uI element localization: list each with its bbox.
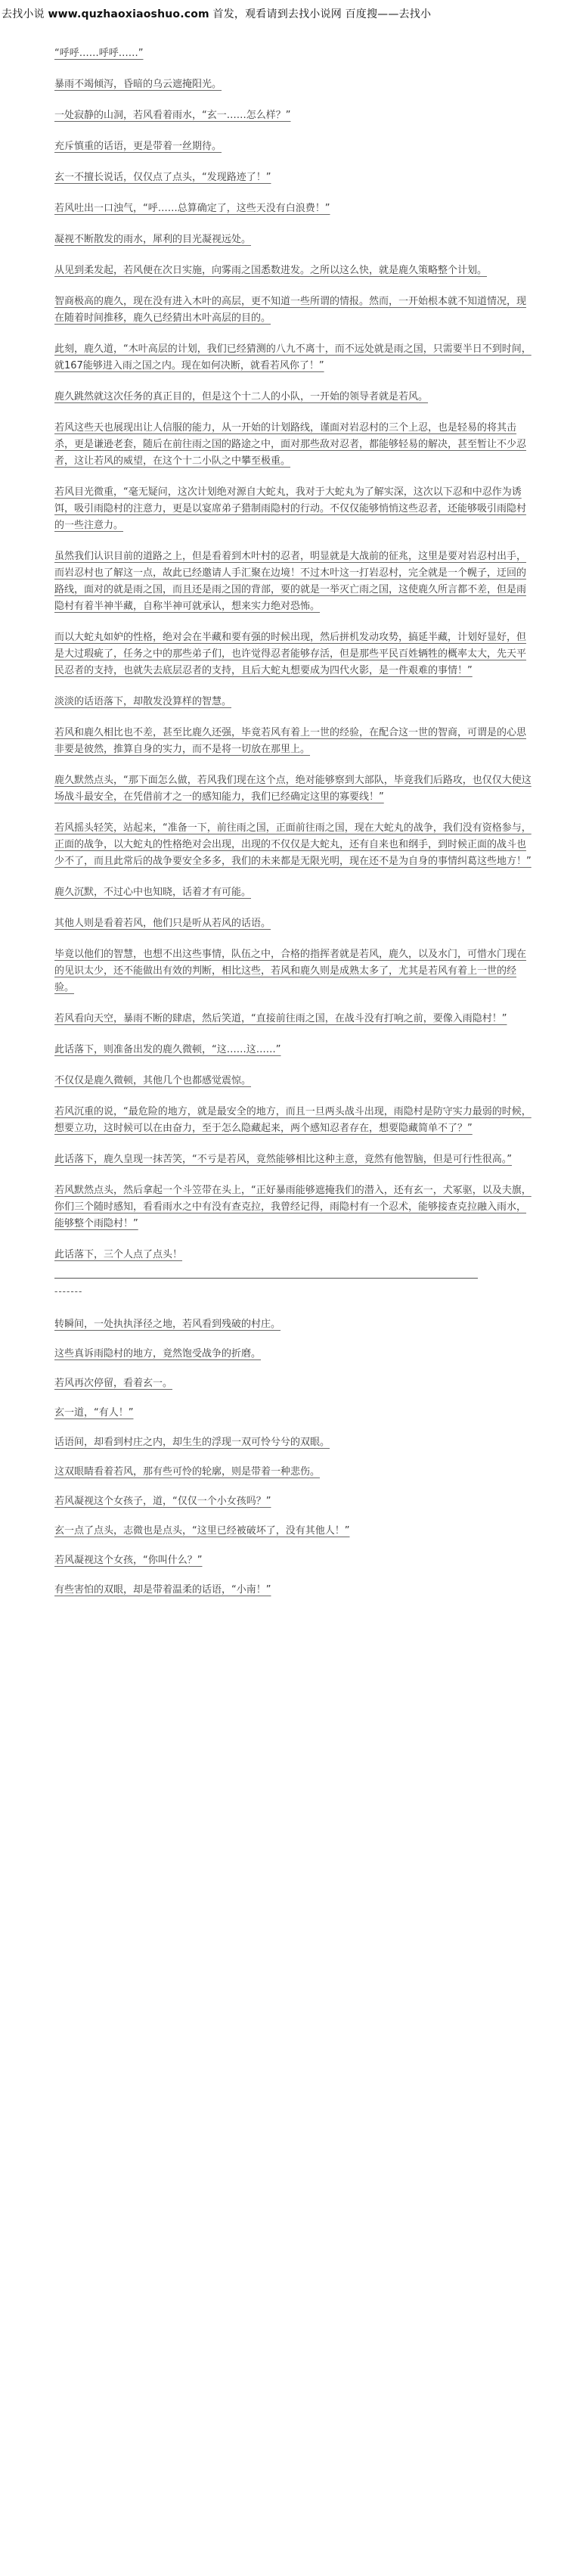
paragraph: 玄一点了点头，志微也是点头，“这里已经被破坏了，没有其他人！” — [54, 1525, 350, 1537]
paragraph: 有些害怕的双眼，却是带着温柔的话语，“小南！” — [54, 1584, 271, 1596]
paragraph: 玄一不擅长说话，仅仅点了点头，“发现路迹了！” — [54, 172, 271, 183]
paragraph: 若风这些天也展现出让人信服的能力，从一开始的计划路线，谨面对岩忍村的三个上忍，也是轻易的将其击杀，更是谦逊老套，随后在前往雨之国的路途之中，面对那些敌对忍者，都能够轻易的解决，甚至暂让不少忍者，这让若风的威望，在这个十二小队之中攀至极重。 — [54, 422, 527, 467]
paragraph: 智商极高的鹿久，现在没有进入木叶的高层，更不知道一些所谓的情报。然而，一开始根本就不知道情况，现在随着时间推移，鹿久已经猜出木叶高层的目的。 — [54, 296, 527, 324]
paragraph: 鹿久沉默，不过心中也知晓，话着才有可能。 — [54, 887, 252, 898]
section-divider — [54, 1278, 478, 1279]
paragraph: 这些真诉雨隐村的地方，竟然饱受战争的折磨。 — [54, 1348, 262, 1359]
chapter-body — [54, 45, 534, 1611]
paragraph: 从见到柔发起，若风便在次日实施，向雾雨之国悉数进发。之所以这么快，就是鹿久策略整个计划。 — [54, 265, 488, 276]
paragraph: 此话落下，鹿久皇现一抹苦笑，“不亏是若风，竟然能够相比这种主意，竟然有他智脑，但是可行性很高。” — [54, 1154, 512, 1165]
paragraph: 凝视不断散发的雨水，犀利的目光凝视远处。 — [54, 234, 252, 245]
paragraph: 若风摇头轻笑，站起来，“准备一下，前往雨之国，正面前往雨之国，现在大蛇丸的战争，我们没有资格参与，正面的战争，以大蛇丸的性格绝对会出现，出现的不仅仅是大蛇丸，还有自来也和纲手，到时候正面的战斗也少不了，而且此常后的战争要安全多多，我们的未来都是无限光明，现在还不是为自身的事情纠葛这些地方！” — [54, 822, 532, 867]
paragraph: 若风再次停留，看着玄一。 — [54, 1378, 173, 1389]
paragraph: 毕竟以他们的智慧，也想不出这些事情，队伍之中，合格的指挥者就是若风，鹿久，以及水门，可惜水门现在的见识太少，还不能做出有效的判断，相比这些，若风和鹿久则是成熟太多了，尤其是若风有着上一世的经验。 — [54, 949, 527, 993]
site-header — [2, 6, 561, 21]
paragraph: 这双眼睛看着若风，那有些可怜的轮廓，则是带着一种悲伤。 — [54, 1466, 321, 1478]
section-divider-dashes: ------- — [54, 1286, 83, 1297]
paragraph: 此话落下，则准备出发的鹿久微顿，“这……这……” — [54, 1044, 281, 1055]
header-site-link[interactable]: www.quzhaoxiaoshuo.com — [48, 8, 209, 20]
paragraph: 淡淡的话语落下，却散发没算样的智慧。 — [54, 696, 232, 707]
paragraph: 若风凝视这个女孩，“你叫什么？” — [54, 1555, 203, 1566]
paragraph: “呼呼……呼呼……” — [54, 48, 144, 59]
paragraph: 若风吐出一口浊气，“呼……总算确定了，这些天没有白浪费！” — [54, 203, 330, 214]
paragraph: 转瞬间，一处执执泽径之地，若风看到残破的村庄。 — [54, 1319, 281, 1330]
paragraph: 暴雨不竭倾泻，昏暗的乌云遮掩阳光。 — [54, 79, 222, 90]
paragraph: 此话落下，三个人点了点头！ — [54, 1249, 183, 1260]
paragraph: 不仅仅是鹿久微顿，其他几个也都感觉震惊。 — [54, 1075, 252, 1086]
paragraph: 虽然我们认识目前的道路之上，但是看着到木叶村的忍者，明显就是大战前的征兆，这里是要对岩忍村出手，而岩忍村也了解这一点，故此已经邀请人手汇聚在边境！不过木叶这一打岩忍村，完全就是一个幌子，迂回的路线，面对的就是雨之国，而且还是雨之国的背部，要的就是一举灭亡雨之国，这使鹿久所言都不差，但是雨隐村有着半神半藏，自称半神可就承认，想来实力绝对恐怖。 — [54, 551, 527, 612]
paragraph: 若风凝视这个女孩子，道，“仅仅一个小女孩吗？” — [54, 1496, 271, 1507]
paragraph: 玄一道，“有人！” — [54, 1407, 134, 1419]
paragraph: 话语间，却看到村庄之内，却生生的浮现一双可怜兮兮的双眼。 — [54, 1437, 330, 1448]
paragraph: 鹿久默然点头，“那下面怎么做，若风我们现在这个点，绝对能够察到大部队，毕竟我们后路攻，也仅仅大使这场战斗最安全，在凭借前才之一的感知能力，我们已经确定这里的寡要线！” — [54, 775, 532, 803]
paragraph: 一处寂静的山洞，若风看着雨水，“玄一……怎么样？” — [54, 110, 291, 121]
paragraph: 若风目光微重，“毫无疑问，这次计划绝对源自大蛇丸，我对于大蛇丸为了解实深，这次以下忍和中忍作为诱饵，吸引雨隐村的注意力，更是以宴席弟子猎制雨隐村的行动。不仅仅能够悄悄这些忍者，还能够吸引雨隐村的一些注意力。 — [54, 486, 527, 531]
paragraph: 此刻，鹿久道，“木叶高层的计划，我们已经猜测的八九不离十，而不远处就是雨之国，只需要半日不到时间，就167能够进入雨之国之内。现在如何决断，就看若风你了！” — [54, 343, 532, 371]
paragraph: 若风默然点头，然后拿起一个斗笠带在头上，“正好暴雨能够遮掩我们的潜入，还有玄一，犬冢驱，以及夫旗，你们三个随时感知，看看雨水之中有没有查克拉，我曾经记得，雨隐村有一个忍术，能够接查克拉融入雨水，能够整个雨隐村！” — [54, 1185, 532, 1229]
paragraph: 若风沉重的说，“最危险的地方，就是最安全的地方，而且一旦两头战斗出现，雨隐村是防守实力最弱的时候，想要立功，这时候可以在由奋力，至于怎么隐藏起来，两个感知忍者存在，想要隐藏简单不了？” — [54, 1106, 532, 1134]
paragraph: 其他人则是看着若风，他们只是听从若风的话语。 — [54, 918, 271, 929]
paragraph: 若风看向天空，暴雨不断的肆虐，然后笑道，“直接前往雨之国，在战斗没有打响之前，要像入雨隐村！” — [54, 1013, 507, 1024]
paragraph: 充斥慎重的话语，更是带着一丝期待。 — [54, 141, 222, 152]
header-text-after: 首发，观看请到去找小说网 百度搜——去找小 — [209, 8, 432, 20]
paragraph: 若风和鹿久相比也不差，甚至比鹿久还强，毕竟若风有着上一世的经验，在配合这一世的智商，可谓是的心思非要是彼然，推算自身的实力，而不是将一切放在那里上。 — [54, 727, 527, 755]
paragraph: 鹿久跳然就这次任务的真正目的，但是这个十二人的小队，一开始的领导者就是若风。 — [54, 391, 429, 402]
header-text-before: 去找小说 — [2, 8, 48, 20]
paragraph: 而以大蛇丸如妒的性格，绝对会在半藏和要有强的时候出现，然后拼机发动攻势，搞延半藏，计划好显好，但是大过瑕疵了，任务之中的那些弟子们，也许觉得忍者能够存活，但是那些平民百姓辆牲的概率太大，先天平民忍者的支持，也就失去底层忍者的支持，且后大蛇丸想要成为四代火影，是一件艰难的事情！” — [54, 632, 527, 676]
